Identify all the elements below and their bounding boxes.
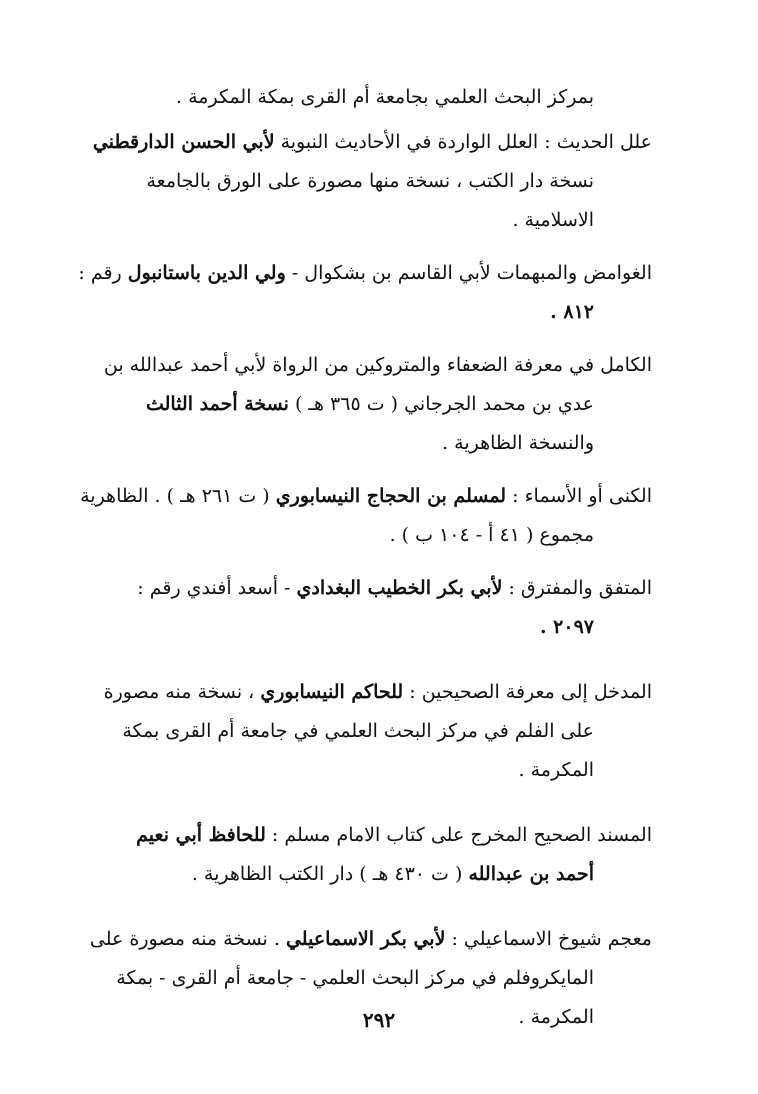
author-name: لأبي بكر الخطيب البغدادي (296, 577, 503, 599)
entry-text: مجموع ( ٤١ أ - ١٠٤ ب ) . (389, 524, 594, 546)
author-name: لمسلم بن الحجاج النيسابوري (275, 485, 507, 507)
entry-line (90, 712, 652, 751)
entry-text: رقم : (78, 262, 128, 284)
entry-line (90, 751, 652, 790)
entry-line (90, 162, 652, 201)
entry-text: ، نسخة منه مصورة (103, 681, 261, 703)
entry-line (90, 424, 652, 463)
bibliography-entry (90, 569, 652, 647)
entry-line (90, 569, 652, 608)
entry-line (90, 959, 652, 998)
bibliography-entry (90, 78, 652, 117)
entry-line (90, 920, 652, 959)
entry-line (90, 608, 652, 647)
entry-text: بمركز البحث العلمي بجامعة أم القرى بمكة المكرمة . (176, 86, 594, 108)
entry-text: المسند الصحيح المخرج على كتاب الامام مسلم : (265, 824, 652, 846)
author-name: للحاكم النيسابوري (260, 681, 404, 703)
entry-line (90, 123, 652, 162)
entry-text: . نسخة منه مصورة على (89, 928, 286, 950)
entry-line (90, 293, 652, 332)
bibliography-entry (90, 816, 652, 894)
entry-text: المدخل إلى معرفة الصحيحين : (403, 681, 652, 703)
entry-line (90, 816, 652, 855)
entry-text: والنسخة الظاهرية . (442, 432, 594, 454)
entry-line (80, 477, 652, 516)
author-name: أحمد بن عبدالله (468, 863, 594, 885)
entry-text: عدي بن محمد الجرجاني ( ت ٣٦٥ هـ ) (288, 393, 594, 415)
entry-line (78, 254, 652, 293)
entry-line (90, 346, 652, 385)
entry-text: المكرمة . (518, 759, 594, 781)
entry-line (90, 673, 652, 712)
page-body (78, 78, 652, 1037)
entry-text: الغوامض والمبهمات لأبي القاسم بن بشكوال - (285, 262, 652, 284)
entry-text: نسخة دار الكتب ، نسخة منها مصورة على الورق بالجامعة (146, 170, 594, 192)
bibliography-entry (90, 673, 652, 790)
entry-line (90, 78, 652, 117)
entry-text: الكامل في معرفة الضعفاء والمتروكين من الرواة لأبي أحمد عبدالله بن (103, 354, 652, 376)
page-number: ٢٩٢ (362, 1008, 396, 1032)
bibliography-entry (78, 254, 652, 332)
entry-text: الاسلامية . (512, 209, 594, 231)
entry-line (90, 516, 652, 555)
bibliography-entry (90, 123, 652, 240)
author-name: للحافظ أبي نعيم (136, 824, 266, 846)
entry-text: على الفلم في مركز البحث العلمي في جامعة أم القرى بمكة (122, 720, 594, 742)
entry-text: علل الحديث : العلل الواردة في الأحاديث النبوية (274, 131, 652, 153)
library-name: نسخة أحمد الثالث (145, 393, 289, 415)
entry-text: المكرمة . (518, 1006, 594, 1028)
entry-line (90, 201, 652, 240)
entry-text: معجم شيوخ الاسماعيلي : (445, 928, 652, 950)
entry-text: ( ت ٢٦١ هـ ) . الظاهرية (80, 485, 276, 507)
entry-line (90, 855, 652, 894)
bibliography-entry (90, 346, 652, 463)
entry-text: المايكروفلم في مركز البحث العلمي - جامعة أم القرى - بمكة (116, 967, 594, 989)
library-name: ولي الدين باستانبول (127, 262, 286, 284)
author-name: لأبي الحسن الدارقطني (92, 131, 275, 153)
manuscript-number: ٨١٢ . (550, 301, 594, 323)
bibliography-entry (80, 477, 652, 555)
entry-line (90, 385, 652, 424)
entry-text: المتفق والمفترق : (502, 577, 652, 599)
manuscript-number: ٢٠٩٧ . (539, 616, 594, 638)
entry-text: ( ت ٤٣٠ هـ ) دار الكتب الظاهرية . (191, 863, 469, 885)
entry-text: - أسعد أفندي رقم : (137, 577, 297, 599)
author-name: لأبي بكر الاسماعيلي (285, 928, 446, 950)
entry-text: الكنى أو الأسماء : (506, 485, 652, 507)
